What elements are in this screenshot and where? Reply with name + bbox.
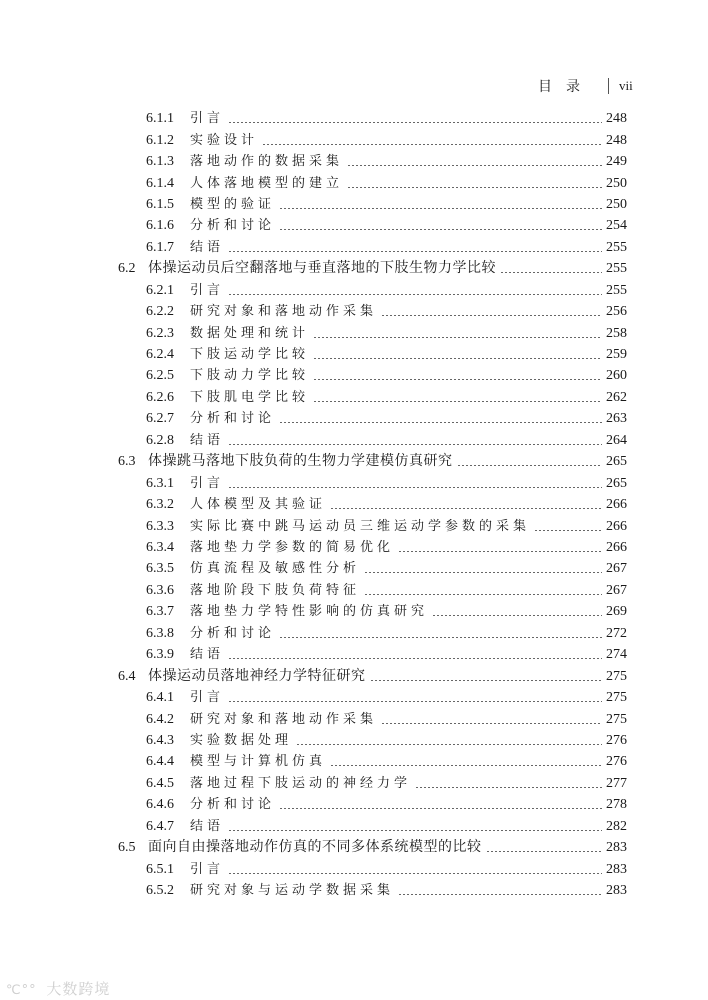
entry-title: 仿真流程及敏感性分析 bbox=[190, 561, 361, 577]
entry-page-number: 267 bbox=[606, 561, 627, 577]
dot-leader bbox=[313, 337, 602, 338]
toc-section-entry[interactable] bbox=[118, 665, 627, 686]
entry-number: 6.2.1 bbox=[146, 282, 174, 298]
entry-page-number: 256 bbox=[606, 304, 627, 320]
entry-page-number: 248 bbox=[606, 132, 627, 148]
entry-number: 6.3.7 bbox=[146, 604, 174, 620]
dot-leader bbox=[398, 551, 602, 552]
toc-subsection-entry[interactable] bbox=[146, 751, 627, 772]
entry-title: 引言 bbox=[190, 861, 225, 877]
toc-subsection-entry[interactable] bbox=[146, 494, 627, 515]
entry-title: 实验数据处理 bbox=[190, 732, 293, 748]
entry-page-number: 283 bbox=[606, 883, 627, 899]
dot-leader bbox=[364, 594, 602, 595]
running-header bbox=[538, 76, 633, 96]
dot-leader bbox=[279, 208, 602, 209]
entry-number: 6.2.4 bbox=[146, 347, 174, 363]
entry-number: 6.1.1 bbox=[146, 111, 174, 127]
running-header-title: 目 录 bbox=[538, 80, 580, 95]
dot-leader bbox=[381, 723, 602, 724]
entry-number: 6.2.6 bbox=[146, 389, 174, 405]
entry-number: 6.5.2 bbox=[146, 883, 174, 899]
entry-title: 实际比赛中跳马运动员三维运动学参数的采集 bbox=[190, 518, 531, 534]
entry-title: 下肢肌电学比较 bbox=[190, 389, 310, 405]
dot-leader bbox=[279, 422, 602, 423]
toc-subsection-entry[interactable] bbox=[146, 708, 627, 729]
entry-number: 6.5 bbox=[118, 840, 136, 856]
entry-number: 6.4.2 bbox=[146, 711, 174, 727]
entry-page-number: 264 bbox=[606, 432, 627, 448]
toc-subsection-entry[interactable] bbox=[146, 280, 627, 301]
dot-leader bbox=[313, 379, 602, 380]
entry-number: 6.2 bbox=[118, 261, 136, 277]
entry-title: 模型的验证 bbox=[190, 196, 276, 212]
toc-subsection-entry[interactable] bbox=[146, 880, 627, 901]
entry-number: 6.3.6 bbox=[146, 582, 174, 598]
dot-leader bbox=[262, 144, 602, 145]
watermark-logo-icon: ℃°° bbox=[6, 983, 37, 998]
dot-leader bbox=[228, 122, 602, 123]
toc-subsection-entry[interactable] bbox=[146, 601, 627, 622]
entry-page-number: 275 bbox=[606, 711, 627, 727]
dot-leader bbox=[500, 272, 602, 273]
dot-leader bbox=[313, 401, 602, 402]
page-number: vii bbox=[619, 78, 633, 93]
dot-leader bbox=[279, 808, 602, 809]
toc-subsection-entry[interactable] bbox=[146, 858, 627, 879]
entry-page-number: 255 bbox=[606, 261, 627, 277]
toc-subsection-entry[interactable] bbox=[146, 322, 627, 343]
entry-page-number: 262 bbox=[606, 389, 627, 405]
toc-subsection-entry[interactable] bbox=[146, 580, 627, 601]
entry-title: 数据处理和统计 bbox=[190, 325, 310, 341]
entry-title: 落地过程下肢运动的神经力学 bbox=[190, 775, 412, 791]
entry-page-number: 248 bbox=[606, 111, 627, 127]
toc-subsection-entry[interactable] bbox=[146, 387, 627, 408]
toc-subsection-entry[interactable] bbox=[146, 730, 627, 751]
entry-number: 6.4 bbox=[118, 668, 136, 684]
dot-leader bbox=[228, 701, 602, 702]
entry-page-number: 265 bbox=[606, 454, 627, 470]
toc-subsection-entry[interactable] bbox=[146, 644, 627, 665]
toc-section-entry[interactable] bbox=[118, 451, 627, 472]
dot-leader bbox=[296, 744, 602, 745]
entry-page-number: 265 bbox=[606, 475, 627, 491]
dot-leader bbox=[279, 637, 602, 638]
entry-page-number: 255 bbox=[606, 239, 627, 255]
entry-title: 分析和讨论 bbox=[190, 218, 276, 234]
entry-page-number: 266 bbox=[606, 518, 627, 534]
entry-title: 引言 bbox=[190, 111, 225, 127]
entry-page-number: 254 bbox=[606, 218, 627, 234]
toc-subsection-entry[interactable] bbox=[146, 194, 627, 215]
entry-page-number: 276 bbox=[606, 754, 627, 770]
entry-title: 分析和讨论 bbox=[190, 625, 276, 641]
entry-page-number: 283 bbox=[606, 861, 627, 877]
entry-page-number: 255 bbox=[606, 282, 627, 298]
entry-title: 引言 bbox=[190, 475, 225, 491]
entry-number: 6.2.3 bbox=[146, 325, 174, 341]
dot-leader bbox=[313, 358, 602, 359]
entry-title: 下肢运动学比较 bbox=[190, 347, 310, 363]
dot-leader bbox=[228, 658, 602, 659]
dot-leader bbox=[228, 251, 602, 252]
dot-leader bbox=[457, 465, 603, 466]
toc-subsection-entry[interactable] bbox=[146, 558, 627, 579]
dot-leader bbox=[228, 830, 602, 831]
entry-title: 体操运动员落地神经力学特征研究 bbox=[148, 668, 366, 684]
entry-number: 6.1.7 bbox=[146, 239, 174, 255]
entry-title: 引言 bbox=[190, 282, 225, 298]
entry-title: 面向自由操落地动作仿真的不同多体系统模型的比较 bbox=[148, 840, 482, 856]
toc-subsection-entry[interactable] bbox=[146, 215, 627, 236]
toc-section-entry[interactable] bbox=[118, 258, 627, 279]
toc-subsection-entry[interactable] bbox=[146, 430, 627, 451]
toc-subsection-entry[interactable] bbox=[146, 623, 627, 644]
dot-leader bbox=[330, 765, 602, 766]
entry-title: 落地垫力学特性影响的仿真研究 bbox=[190, 604, 429, 620]
entry-number: 6.2.8 bbox=[146, 432, 174, 448]
entry-title: 体操跳马落地下肢负荷的生物力学建模仿真研究 bbox=[148, 454, 453, 470]
entry-page-number: 259 bbox=[606, 347, 627, 363]
toc-subsection-entry[interactable] bbox=[146, 687, 627, 708]
entry-number: 6.2.2 bbox=[146, 304, 174, 320]
entry-page-number: 274 bbox=[606, 647, 627, 663]
toc-subsection-entry[interactable] bbox=[146, 794, 627, 815]
entry-number: 6.1.3 bbox=[146, 154, 174, 170]
toc-subsection-entry[interactable] bbox=[146, 151, 627, 172]
dot-leader bbox=[364, 572, 602, 573]
entry-title: 研究对象与运动学数据采集 bbox=[190, 883, 395, 899]
toc-subsection-entry[interactable] bbox=[146, 237, 627, 258]
entry-title: 模型与计算机仿真 bbox=[190, 754, 327, 770]
entry-page-number: 275 bbox=[606, 668, 627, 684]
dot-leader bbox=[228, 294, 602, 295]
toc-subsection-entry[interactable] bbox=[146, 365, 627, 386]
dot-leader bbox=[347, 165, 602, 166]
entry-page-number: 263 bbox=[606, 411, 627, 427]
entry-page-number: 283 bbox=[606, 840, 627, 856]
toc-subsection-entry[interactable] bbox=[146, 773, 627, 794]
entry-title: 结语 bbox=[190, 239, 225, 255]
entry-number: 6.5.1 bbox=[146, 861, 174, 877]
entry-title: 研究对象和落地动作采集 bbox=[190, 711, 378, 727]
entry-page-number: 276 bbox=[606, 732, 627, 748]
entry-page-number: 258 bbox=[606, 325, 627, 341]
toc-subsection-entry[interactable] bbox=[146, 129, 627, 150]
entry-title: 分析和讨论 bbox=[190, 411, 276, 427]
entry-title: 下肢动力学比较 bbox=[190, 368, 310, 384]
dot-leader bbox=[398, 894, 602, 895]
entry-page-number: 269 bbox=[606, 604, 627, 620]
toc-subsection-entry[interactable] bbox=[146, 515, 627, 536]
entry-title: 结语 bbox=[190, 818, 225, 834]
entry-number: 6.1.2 bbox=[146, 132, 174, 148]
entry-number: 6.3.3 bbox=[146, 518, 174, 534]
entry-title: 结语 bbox=[190, 647, 225, 663]
entry-number: 6.4.4 bbox=[146, 754, 174, 770]
toc-subsection-entry[interactable] bbox=[146, 172, 627, 193]
entry-page-number: 275 bbox=[606, 690, 627, 706]
entry-number: 6.3.1 bbox=[146, 475, 174, 491]
entry-title: 落地阶段下肢负荷特征 bbox=[190, 582, 361, 598]
toc-subsection-entry[interactable] bbox=[146, 408, 627, 429]
entry-page-number: 266 bbox=[606, 539, 627, 555]
dot-leader bbox=[279, 229, 602, 230]
watermark-text: 大数跨境 bbox=[46, 980, 111, 998]
entry-number: 6.2.7 bbox=[146, 411, 174, 427]
entry-number: 6.4.5 bbox=[146, 775, 174, 791]
dot-leader bbox=[228, 873, 602, 874]
entry-number: 6.3.9 bbox=[146, 647, 174, 663]
entry-number: 6.1.6 bbox=[146, 218, 174, 234]
entry-number: 6.2.5 bbox=[146, 368, 174, 384]
entry-number: 6.3.5 bbox=[146, 561, 174, 577]
toc-section-entry[interactable] bbox=[118, 837, 627, 858]
entry-title: 分析和讨论 bbox=[190, 797, 276, 813]
entry-title: 实验设计 bbox=[190, 132, 259, 148]
entry-number: 6.3.4 bbox=[146, 539, 174, 555]
entry-page-number: 278 bbox=[606, 797, 627, 813]
entry-page-number: 267 bbox=[606, 582, 627, 598]
entry-number: 6.3.8 bbox=[146, 625, 174, 641]
entry-title: 研究对象和落地动作采集 bbox=[190, 304, 378, 320]
entry-title: 体操运动员后空翻落地与垂直落地的下肢生物力学比较 bbox=[148, 261, 496, 277]
toc-subsection-entry[interactable] bbox=[146, 301, 627, 322]
dot-leader bbox=[534, 530, 602, 531]
entry-number: 6.4.6 bbox=[146, 797, 174, 813]
dot-leader bbox=[415, 787, 602, 788]
entry-page-number: 260 bbox=[606, 368, 627, 384]
entry-page-number: 249 bbox=[606, 154, 627, 170]
entry-title: 人体落地模型的建立 bbox=[190, 175, 344, 191]
toc-subsection-entry[interactable] bbox=[146, 108, 627, 129]
entry-title: 落地动作的数据采集 bbox=[190, 154, 344, 170]
dot-leader bbox=[381, 315, 602, 316]
toc-subsection-entry[interactable] bbox=[146, 537, 627, 558]
entry-page-number: 266 bbox=[606, 497, 627, 513]
header-divider bbox=[608, 78, 609, 94]
entry-number: 6.1.4 bbox=[146, 175, 174, 191]
dot-leader bbox=[228, 444, 602, 445]
watermark bbox=[6, 978, 110, 999]
entry-page-number: 250 bbox=[606, 175, 627, 191]
entry-title: 引言 bbox=[190, 690, 225, 706]
dot-leader bbox=[432, 615, 602, 616]
dot-leader bbox=[330, 508, 602, 509]
entry-page-number: 250 bbox=[606, 196, 627, 212]
entry-number: 6.1.5 bbox=[146, 196, 174, 212]
toc-subsection-entry[interactable] bbox=[146, 472, 627, 493]
dot-leader bbox=[228, 487, 602, 488]
entry-title: 落地垫力学参数的简易优化 bbox=[190, 539, 395, 555]
entry-number: 6.4.3 bbox=[146, 732, 174, 748]
entry-page-number: 282 bbox=[606, 818, 627, 834]
toc-subsection-entry[interactable] bbox=[146, 816, 627, 837]
entry-title: 人体模型及其验证 bbox=[190, 497, 327, 513]
entry-number: 6.3.2 bbox=[146, 497, 174, 513]
entry-number: 6.4.7 bbox=[146, 818, 174, 834]
dot-leader bbox=[486, 851, 603, 852]
entry-title: 结语 bbox=[190, 432, 225, 448]
dot-leader bbox=[347, 187, 602, 188]
entry-page-number: 272 bbox=[606, 625, 627, 641]
entry-page-number: 277 bbox=[606, 775, 627, 791]
toc-subsection-entry[interactable] bbox=[146, 344, 627, 365]
dot-leader bbox=[370, 680, 603, 681]
entry-number: 6.3 bbox=[118, 454, 136, 470]
entry-number: 6.4.1 bbox=[146, 690, 174, 706]
